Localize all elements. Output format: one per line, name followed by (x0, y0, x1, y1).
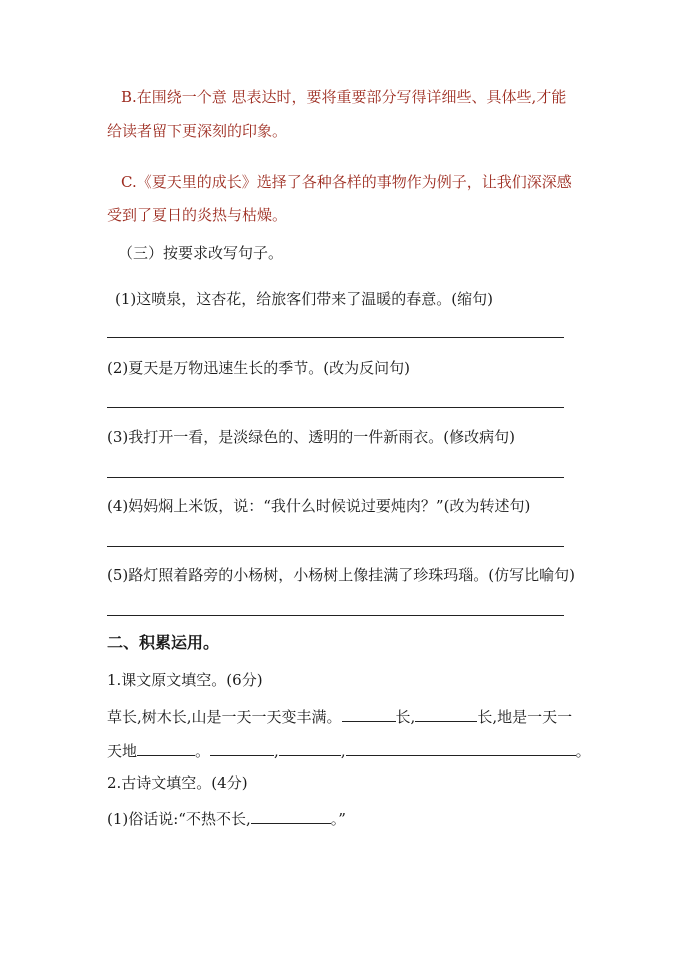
option-b-line1: B.在围绕一个意 思表达时，要将重要部分写得详细些、具体些,才能 (121, 88, 567, 106)
answer-line-5[interactable] (107, 615, 564, 616)
fill-blank-line1 (107, 705, 572, 727)
question-item-1: (1)这喷泉，这杏花，给旅客们带来了温暖的春意。(缩句) (115, 290, 493, 308)
poem-question-label: 2.古诗文填空。(4分) (107, 774, 248, 792)
fill-text: , (274, 742, 279, 760)
fill-blank[interactable] (342, 705, 396, 722)
question-item-3: (3)我打开一看，是淡绿色的、透明的一件新雨衣。(修改病句) (107, 428, 515, 446)
question-item-2: (2)夏天是万物迅速生长的季节。(改为反问句) (107, 359, 410, 377)
fill-blank[interactable] (415, 705, 477, 722)
fill-blank-line2 (107, 739, 591, 761)
question-item-4: (4)妈妈焖上米饭，说：“我什么时候说过要炖肉？”(改为转述句) (107, 497, 531, 515)
section-heading: （三）按要求改写句子。 (118, 244, 284, 262)
fill-blank[interactable] (251, 807, 331, 824)
fill-blank-question-label: 1.课文原文填空。(6分) (107, 671, 263, 689)
fill-text: 。 (575, 742, 591, 760)
option-c-line2: 受到了夏日的炎热与枯燥。 (107, 206, 288, 224)
fill-text: , (340, 742, 346, 760)
fill-blank[interactable] (210, 739, 274, 756)
fill-blank[interactable] (279, 739, 341, 756)
answer-line-3[interactable] (107, 477, 564, 478)
option-c-line1: C.《夏天里的成长》选择了各种各样的事物作为例子，让我们深深感 (121, 173, 572, 191)
fill-text: (1)俗话说:“不热不长, (107, 810, 251, 828)
option-b-line2: 给读者留下更深刻的印象。 (107, 122, 288, 140)
fill-text: 。 (195, 742, 211, 760)
answer-line-4[interactable] (107, 546, 564, 547)
fill-blank[interactable] (346, 739, 576, 756)
poem-item-1 (107, 807, 346, 829)
question-item-5: (5)路灯照着路旁的小杨树，小杨树上像挂满了珍珠玛瑙。(仿写比喻句) (107, 566, 575, 584)
answer-line-1[interactable] (107, 337, 564, 338)
fill-text: 草长,树木长,山是一天一天变丰满。 (107, 708, 342, 726)
part-heading: 二、积累运用。 (107, 633, 220, 652)
fill-text: 天地 (107, 742, 138, 760)
fill-blank[interactable] (137, 739, 195, 756)
answer-line-2[interactable] (107, 407, 564, 408)
fill-text: 。” (330, 810, 346, 828)
fill-text: 长, (395, 708, 416, 726)
fill-text: 长,地是一天一 (477, 708, 573, 726)
